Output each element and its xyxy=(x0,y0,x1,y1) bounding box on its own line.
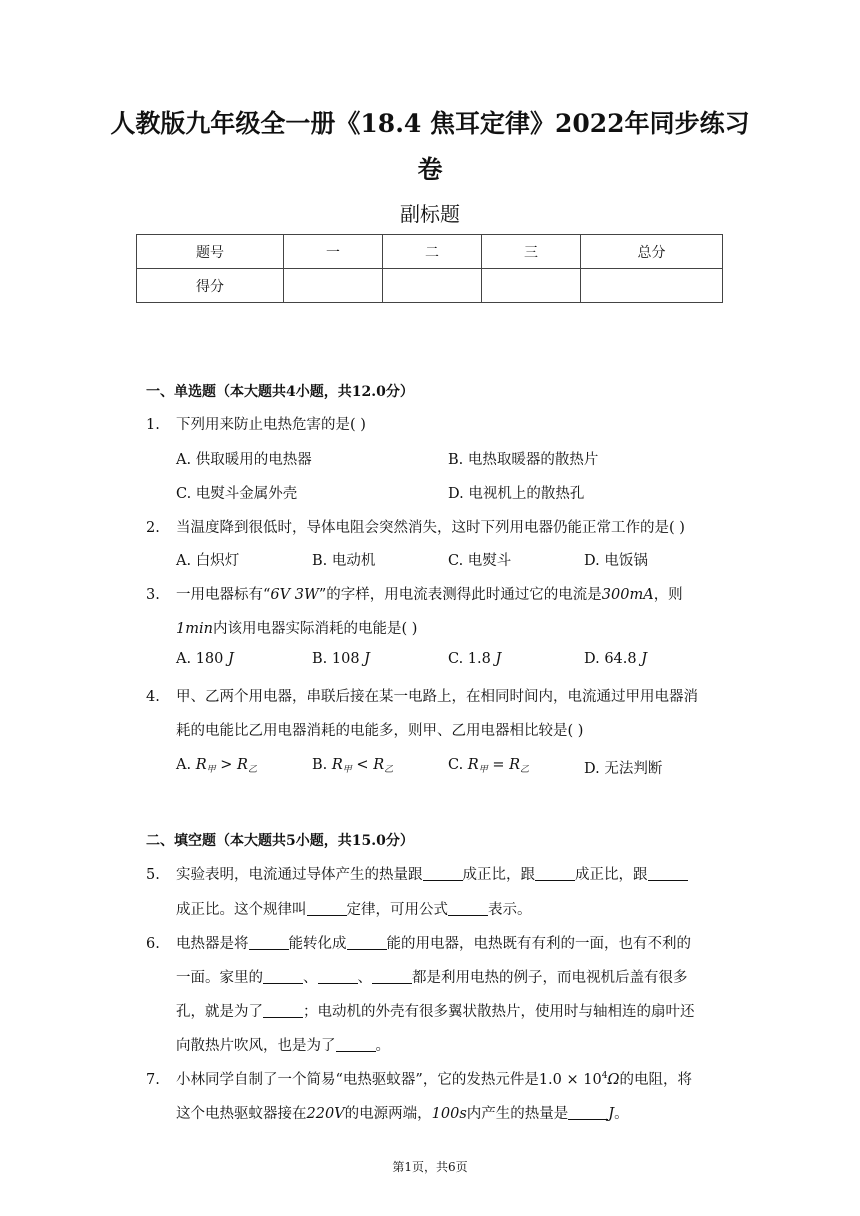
relation-symbol: > xyxy=(220,757,233,773)
question-1 xyxy=(146,413,366,434)
stem-text: 的电阻，将 xyxy=(619,1072,692,1088)
stem-text: 能的用电器，电热既有有利的一面，也有不利的 xyxy=(386,936,691,952)
option-b: B. 电热取暖器的散热片 xyxy=(448,452,599,468)
stem-text: 。 xyxy=(375,1038,390,1054)
question-number: 3. xyxy=(146,587,160,603)
option-a xyxy=(176,757,257,775)
subscript: 乙 xyxy=(247,765,257,775)
ohm-symbol: Ω xyxy=(607,1072,620,1088)
answer-blank[interactable] xyxy=(336,1037,376,1052)
stem-text: 内产生的热量是 xyxy=(466,1106,569,1122)
question-number: 1. xyxy=(146,417,160,433)
option-label: A. xyxy=(176,757,192,773)
score-header-cell: 三 xyxy=(482,235,581,269)
question-number: 2. xyxy=(146,520,160,536)
option-c xyxy=(448,757,529,775)
unit-text: J xyxy=(227,651,234,667)
question-6 xyxy=(146,932,691,953)
section-heading-single-choice: 一、单选题（本大题共4小题，共12.0分） xyxy=(146,384,414,400)
time-value: 1min xyxy=(176,621,213,637)
option-c: C. 电熨斗 xyxy=(448,553,512,569)
stem-text: 向散热片吹风，也是为了 xyxy=(176,1038,336,1054)
option-d: D. 无法判断 xyxy=(584,761,663,777)
option-b xyxy=(312,757,393,775)
answer-blank[interactable] xyxy=(318,969,358,984)
unit-text: J xyxy=(608,1106,615,1122)
question-2 xyxy=(146,516,685,537)
option-b xyxy=(312,651,370,667)
resistance-symbol: R xyxy=(195,757,207,773)
option-a-text: A. 180 xyxy=(176,651,224,667)
question-7-line2 xyxy=(176,1102,629,1123)
stem-text: 、 xyxy=(303,970,318,986)
stem-text: 一用电器标有“ xyxy=(176,587,271,603)
option-c: C. 电熨斗金属外壳 xyxy=(176,486,298,502)
rating-value: 6V 3W xyxy=(270,587,319,603)
option-label: B. xyxy=(312,757,328,773)
score-row-label: 得分 xyxy=(137,269,284,303)
question-number: 4. xyxy=(146,689,160,705)
question-6-line2 xyxy=(176,966,688,987)
score-cell xyxy=(284,269,383,303)
resistance-symbol: R xyxy=(237,757,248,773)
exam-title-line1: 人教版九年级全一册《18.4 焦耳定律》2022年同步练习 xyxy=(110,109,750,138)
question-stem-line1: 甲、乙两个用电器，串联后接在某一电路上，在相同时间内，电流通过甲用电器消 xyxy=(176,689,698,705)
subscript: 乙 xyxy=(384,765,394,775)
answer-blank[interactable] xyxy=(263,969,303,984)
question-6-line3 xyxy=(176,1000,695,1021)
score-cell xyxy=(482,269,581,303)
answer-blank[interactable] xyxy=(249,935,289,950)
stem-text: 这个电热驱蚊器接在 xyxy=(176,1106,307,1122)
answer-blank[interactable] xyxy=(372,969,412,984)
score-header-cell: 总分 xyxy=(581,235,723,269)
option-d xyxy=(584,651,647,667)
question-number: 5. xyxy=(146,867,160,883)
answer-blank[interactable] xyxy=(535,866,575,881)
question-number: 6. xyxy=(146,936,160,952)
voltage-value: 220V xyxy=(306,1106,345,1122)
answer-blank[interactable] xyxy=(648,866,688,881)
stem-text: ；电动机的外壳有很多翼状散热片，使用时与轴相连的扇叶还 xyxy=(303,1004,695,1020)
stem-text: 表示。 xyxy=(488,902,532,918)
question-7 xyxy=(146,1068,692,1089)
score-header-cell: 一 xyxy=(284,235,383,269)
current-value: 300mA xyxy=(601,587,654,603)
unit-text: J xyxy=(364,651,370,667)
answer-blank[interactable] xyxy=(347,935,387,950)
page-footer: 第1页，共6页 xyxy=(392,1160,468,1174)
question-5-line2 xyxy=(176,898,532,919)
score-cell xyxy=(581,269,723,303)
stem-text: 小林同学自制了一个简易“电热驱蚊器”，它的发热元件是 xyxy=(176,1072,539,1088)
stem-text: 内该用电器实际消耗的电能是( ) xyxy=(212,621,418,637)
option-b: B. 电动机 xyxy=(312,553,376,569)
stem-text: ，则 xyxy=(653,587,683,603)
question-6-line4 xyxy=(176,1034,390,1055)
option-c xyxy=(448,651,501,667)
subscript: 甲 xyxy=(342,765,352,775)
stem-text: 成正比。这个规律叫 xyxy=(176,902,307,918)
resistance-value: 1.0 × 10 xyxy=(538,1072,602,1088)
score-table-header-row xyxy=(137,235,723,269)
option-a xyxy=(176,651,234,667)
question-number: 7. xyxy=(146,1072,160,1088)
answer-blank[interactable] xyxy=(423,866,463,881)
question-stem: 下列用来防止电热危害的是( ) xyxy=(176,417,366,433)
stem-text: 实验表明，电流通过导体产生的热量跟 xyxy=(176,867,423,883)
subscript: 乙 xyxy=(520,765,530,775)
stem-text: 。 xyxy=(614,1106,629,1122)
relation-symbol: = xyxy=(492,757,505,773)
score-table-score-row xyxy=(137,269,723,303)
option-a: A. 白炽灯 xyxy=(176,553,240,569)
option-label: C. xyxy=(448,757,464,773)
exam-title-line2: 卷 xyxy=(417,155,443,184)
score-cell xyxy=(383,269,482,303)
answer-blank[interactable] xyxy=(307,901,347,916)
stem-text: 都是利用电热的例子，而电视机后盖有很多 xyxy=(412,970,688,986)
question-4-line2: 耗的电能比乙用电器消耗的电能多，则甲、乙用电器相比较是( ) xyxy=(176,723,584,739)
stem-text: 一面。家里的 xyxy=(176,970,263,986)
stem-text: ”的字样，用电流表测得此时通过它的电流是 xyxy=(318,587,602,603)
stem-text: 、 xyxy=(357,970,372,986)
stem-text: 定律，可用公式 xyxy=(346,902,448,918)
stem-text: 能转化成 xyxy=(288,936,347,952)
stem-text: 电热器是将 xyxy=(176,936,249,952)
answer-blank[interactable] xyxy=(448,901,488,916)
resistance-symbol: R xyxy=(331,757,343,773)
option-d: D. 电饭锅 xyxy=(584,553,648,569)
question-stem: 当温度降到很低时，导体电阻会突然消失，这时下列用电器仍能正常工作的是( ) xyxy=(176,520,685,536)
relation-symbol: < xyxy=(356,757,369,773)
score-header-cell: 题号 xyxy=(137,235,284,269)
unit-text: J xyxy=(495,651,502,667)
option-c-text: C. 1.8 xyxy=(448,651,491,667)
section-heading-fill-blank: 二、填空题（本大题共5小题，共15.0分） xyxy=(146,833,414,849)
question-4 xyxy=(146,685,698,706)
option-a: A. 供取暖用的电热器 xyxy=(176,452,312,468)
answer-blank[interactable] xyxy=(263,1003,303,1018)
stem-text: 的电源两端， xyxy=(344,1106,432,1122)
subscript: 甲 xyxy=(478,765,488,775)
score-table xyxy=(136,234,723,303)
score-header-cell: 二 xyxy=(383,235,482,269)
resistance-symbol: R xyxy=(373,757,385,773)
stem-text: 成正比，跟 xyxy=(462,867,535,883)
option-d: D. 电视机上的散热孔 xyxy=(448,486,585,502)
stem-text: 孔，就是为了 xyxy=(176,1004,263,1020)
option-b-text: B. 108 xyxy=(312,651,360,667)
resistance-symbol: R xyxy=(509,757,521,773)
time-value: 100s xyxy=(431,1106,467,1122)
exam-subtitle: 副标题 xyxy=(400,202,460,226)
question-5 xyxy=(146,863,688,884)
subscript: 甲 xyxy=(206,765,216,775)
resistance-symbol: R xyxy=(467,757,479,773)
stem-text: 成正比，跟 xyxy=(575,867,648,883)
unit-text: J xyxy=(641,651,648,667)
answer-blank[interactable] xyxy=(568,1105,608,1120)
question-3-line2 xyxy=(176,617,417,638)
option-d-text: D. 64.8 xyxy=(584,651,637,667)
exponent: 4 xyxy=(601,1071,608,1081)
question-3 xyxy=(146,583,683,604)
